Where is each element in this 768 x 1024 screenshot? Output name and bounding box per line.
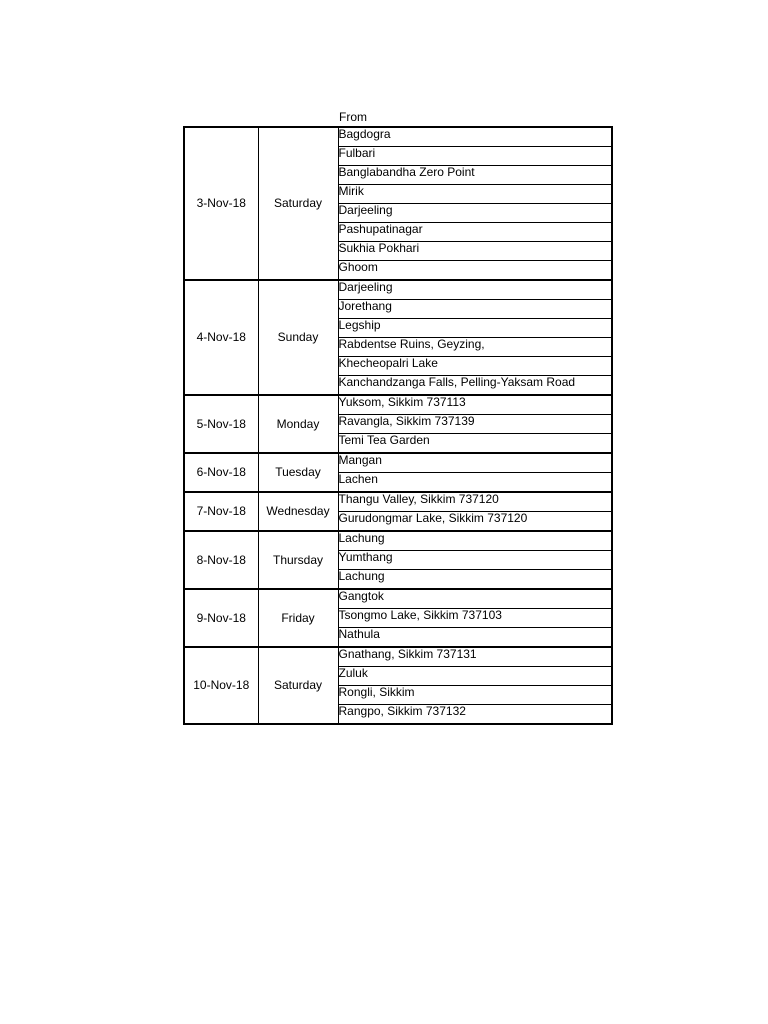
place-cell: Tsongmo Lake, Sikkim 737103 xyxy=(338,609,612,628)
date-cell: 5-Nov-18 xyxy=(184,395,258,453)
place-cell: Jorethang xyxy=(338,300,612,319)
place-cell: Rangpo, Sikkim 737132 xyxy=(338,705,612,725)
place-cell: Legship xyxy=(338,319,612,338)
table-row xyxy=(184,395,612,415)
place-cell: Bagdogra xyxy=(338,127,612,147)
place-cell: Ghoom xyxy=(338,261,612,281)
place-cell: Yuksom, Sikkim 737113 xyxy=(338,395,612,415)
from-column-header: From xyxy=(339,110,367,124)
weekday-cell: Friday xyxy=(258,589,338,647)
table-row xyxy=(184,647,612,667)
place-cell: Zuluk xyxy=(338,667,612,686)
place-cell: Lachen xyxy=(338,473,612,493)
place-cell: Mirik xyxy=(338,185,612,204)
place-cell: Temi Tea Garden xyxy=(338,434,612,454)
weekday-cell: Saturday xyxy=(258,127,338,280)
table-row xyxy=(184,453,612,473)
place-cell: Lachung xyxy=(338,570,612,590)
place-cell: Darjeeling xyxy=(338,280,612,300)
place-cell: Rongli, Sikkim xyxy=(338,686,612,705)
place-cell: Pashupatinagar xyxy=(338,223,612,242)
date-cell: 6-Nov-18 xyxy=(184,453,258,492)
itinerary-table-body xyxy=(184,127,612,724)
table-row xyxy=(184,492,612,512)
place-cell: Rabdentse Ruins, Geyzing, xyxy=(338,338,612,357)
place-cell: Lachung xyxy=(338,531,612,551)
place-cell: Nathula xyxy=(338,628,612,648)
weekday-cell: Monday xyxy=(258,395,338,453)
table-row xyxy=(184,127,612,147)
date-cell: 4-Nov-18 xyxy=(184,280,258,395)
date-cell: 3-Nov-18 xyxy=(184,127,258,280)
place-cell: Kanchandzanga Falls, Pelling-Yaksam Road xyxy=(338,376,612,396)
itinerary-table xyxy=(183,126,613,725)
place-cell: Gurudongmar Lake, Sikkim 737120 xyxy=(338,512,612,532)
table-row xyxy=(184,531,612,551)
place-cell: Yumthang xyxy=(338,551,612,570)
place-cell: Sukhia Pokhari xyxy=(338,242,612,261)
place-cell: Thangu Valley, Sikkim 737120 xyxy=(338,492,612,512)
place-cell: Khecheopalri Lake xyxy=(338,357,612,376)
weekday-cell: Wednesday xyxy=(258,492,338,531)
place-cell: Gangtok xyxy=(338,589,612,609)
weekday-cell: Sunday xyxy=(258,280,338,395)
date-cell: 7-Nov-18 xyxy=(184,492,258,531)
place-cell: Gnathang, Sikkim 737131 xyxy=(338,647,612,667)
place-cell: Mangan xyxy=(338,453,612,473)
date-cell: 9-Nov-18 xyxy=(184,589,258,647)
place-cell: Darjeeling xyxy=(338,204,612,223)
place-cell: Fulbari xyxy=(338,147,612,166)
weekday-cell: Thursday xyxy=(258,531,338,589)
place-cell: Ravangla, Sikkim 737139 xyxy=(338,415,612,434)
date-cell: 8-Nov-18 xyxy=(184,531,258,589)
date-cell: 10-Nov-18 xyxy=(184,647,258,724)
table-row xyxy=(184,589,612,609)
weekday-cell: Tuesday xyxy=(258,453,338,492)
place-cell: Banglabandha Zero Point xyxy=(338,166,612,185)
table-row xyxy=(184,280,612,300)
weekday-cell: Saturday xyxy=(258,647,338,724)
